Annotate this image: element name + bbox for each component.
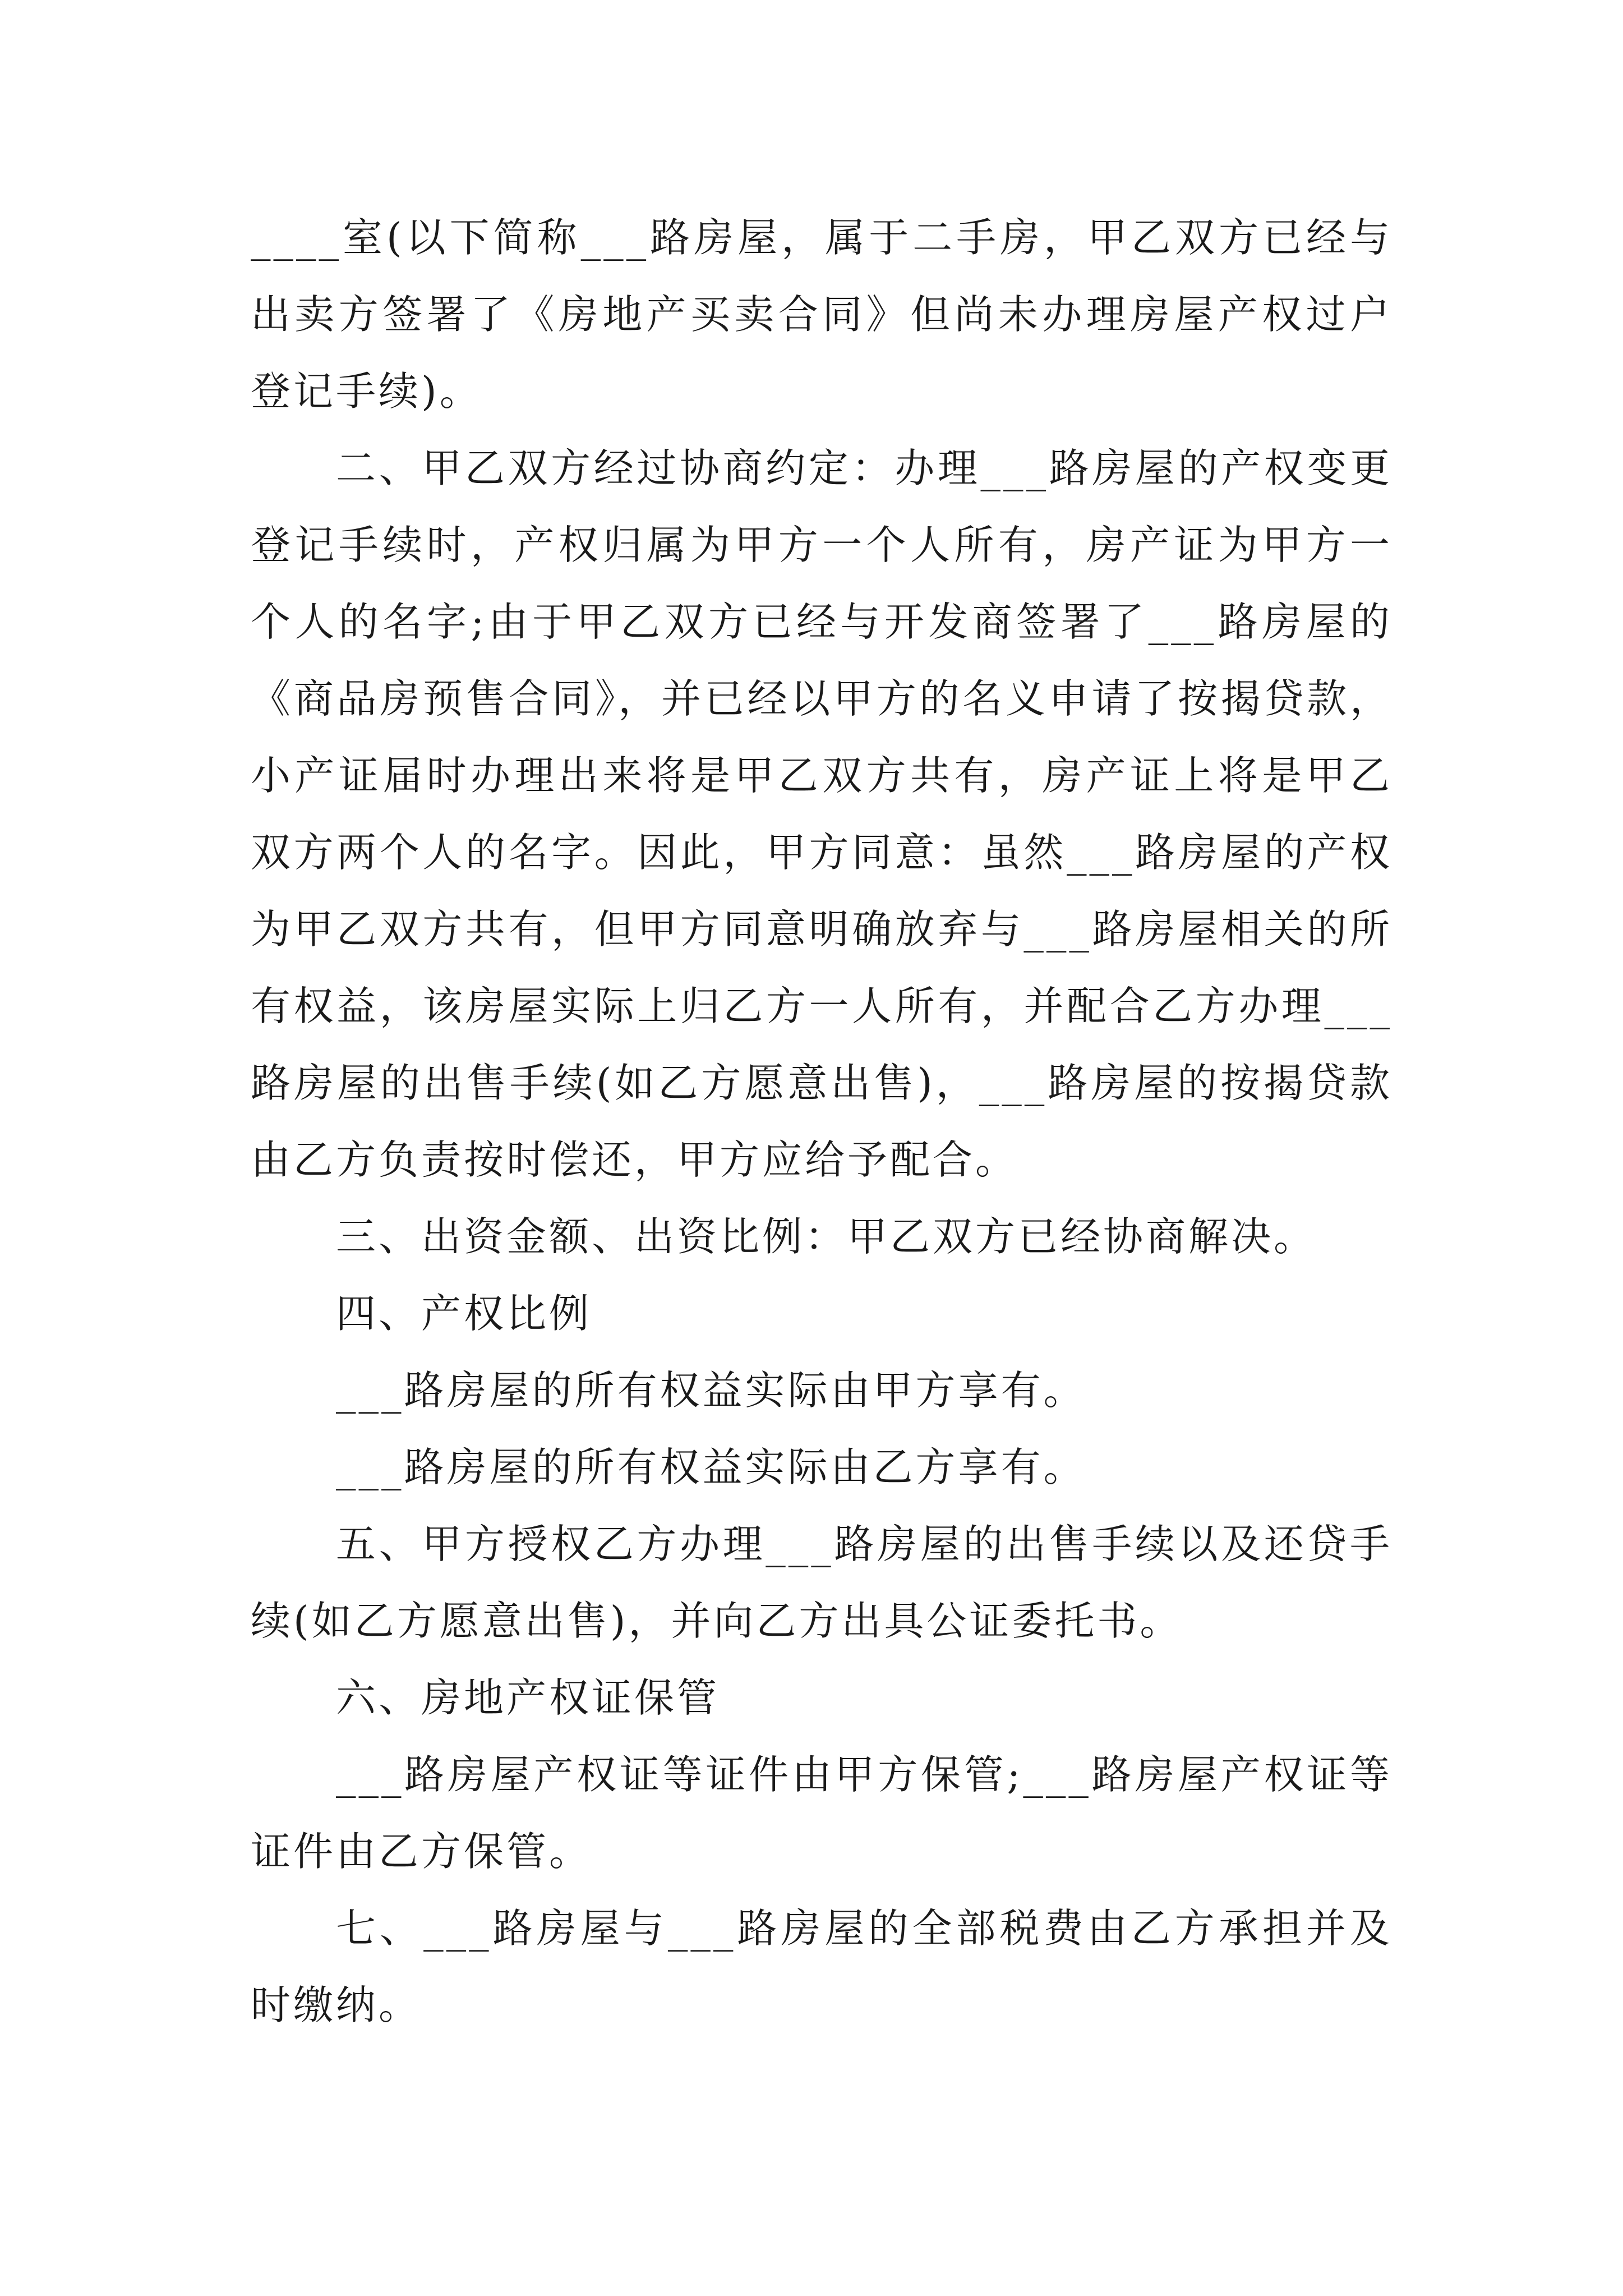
paragraph-clause-4-party-b-rights: ___路房屋的所有权益实际由乙方享有。 — [336, 1444, 1086, 1490]
paragraph-clause-5-authorization: 五、甲方授权乙方办理___路房屋的出售手续以及还贷手续(如乙方愿意出售)，并向乙方出具公证委托书。 — [251, 1521, 1393, 1644]
paragraph-clause-6-custody: ___路房屋产权证等证件由甲方保管;___路房屋产权证等证件由乙方保管。 — [251, 1751, 1393, 1875]
paragraph-clause-4-party-a-rights: ___路房屋的所有权益实际由甲方享有。 — [336, 1367, 1086, 1414]
paragraph-property-description: ____室(以下简称___路房屋，属于二手房，甲乙双方已经与出卖方签署了《房地产买卖合同》但尚未办理房屋产权过户登记手续)。 — [251, 214, 1393, 415]
paragraph-clause-6-heading: 六、房地产权证保管 — [336, 1674, 720, 1721]
paragraph-clause-7-taxes: 七、___路房屋与___路房屋的全部税费由乙方承担并及时缴纳。 — [251, 1905, 1393, 2028]
paragraph-clause-4-heading: 四、产权比例 — [336, 1290, 592, 1337]
paragraph-clause-2-ownership-agreement: 二、甲乙双方经过协商约定：办理___路房屋的产权变更登记手续时，产权归属为甲方一个人所有，房产证为甲方一个人的名字;由于甲乙双方已经与开发商签署了___路房屋的《商品房预售合同》，并已经以甲方的名义申请了按揭贷款，小产证届时办理出来将是甲乙双方共有，房产证上将是甲乙双方两个人的名字。因此，甲方同意：虽然___路房屋的产权为甲乙双方共有，但甲方同意明确放弃与___路房屋相关的所有权益，该房屋实际上归乙方一人所有，并配合乙方办理___路房屋的出售手续(如乙方愿意出售)，___路房屋的按揭贷款由乙方负责按时偿还，甲方应给予配合。 — [251, 445, 1393, 1183]
paragraph-clause-3-contribution: 三、出资金额、出资比例：甲乙双方已经协商解决。 — [336, 1213, 1317, 1260]
document-body — [251, 199, 1393, 2044]
